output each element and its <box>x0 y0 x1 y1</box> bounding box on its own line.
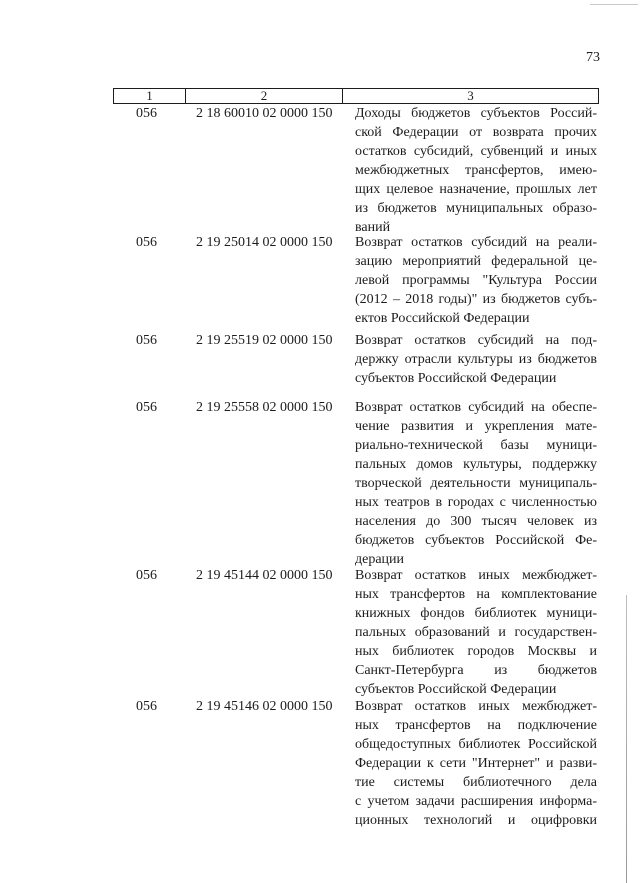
description-line: ных трансфертов на комплектование <box>355 587 597 602</box>
description-line: левой программы "Культура России <box>355 273 597 288</box>
description-line: Доходы бюджетов субъектов Россий- <box>355 106 597 121</box>
description-line: Возврат остатков иных межбюджет- <box>355 699 597 714</box>
description-line: субъектов Российской Федерации <box>355 682 557 697</box>
description-line: Возврат остатков субсидий на под- <box>355 333 597 348</box>
description-line: Санкт-Петербурга из бюджетов <box>355 663 597 678</box>
row-description <box>355 566 597 699</box>
description-line: общедоступных библиотек Российской <box>355 737 597 752</box>
description-line: творческой деятельности муниципаль- <box>355 476 597 491</box>
description-line: дерации <box>355 552 405 567</box>
description-line: держку отрасли культуры из бюджетов <box>355 352 597 367</box>
description-line: ектов Российской Федерации <box>355 311 530 326</box>
description-line: с учетом задачи расширения информа- <box>355 794 597 809</box>
description-line: ных библиотек городов Москвы и <box>355 644 597 659</box>
description-line: межбюджетных трансфертов, имею- <box>355 163 597 178</box>
scan-edge-line <box>626 595 627 883</box>
admin-code: 056 <box>136 699 157 714</box>
column-header-2: 2 <box>186 89 343 104</box>
description-line: (2012 – 2018 годы)" из бюджетов субъ- <box>355 292 597 307</box>
revenue-code: 2 18 60010 02 0000 150 <box>196 106 333 121</box>
admin-code: 056 <box>136 568 157 583</box>
description-line: Возврат остатков субсидий на реали- <box>355 235 597 250</box>
description-line: населения до 300 тысяч человек из <box>355 514 597 529</box>
description-line: из бюджетов муниципальных образо- <box>355 201 597 216</box>
row-description <box>355 697 597 830</box>
revenue-code: 2 19 25014 02 0000 150 <box>196 235 333 250</box>
description-line: пальных домов культуры, поддержку <box>355 457 597 472</box>
description-line: ваний <box>355 220 391 235</box>
admin-code: 056 <box>136 106 157 121</box>
description-line: ных театров в городах с численностью <box>355 495 597 510</box>
admin-code: 056 <box>136 400 157 415</box>
admin-code: 056 <box>136 333 157 348</box>
page-number: 73 <box>586 50 600 65</box>
description-line: Возврат остатков иных межбюджет- <box>355 568 597 583</box>
revenue-code: 2 19 45144 02 0000 150 <box>196 568 333 583</box>
column-header-row <box>114 89 599 104</box>
row-description <box>355 331 597 388</box>
description-line: книжных фондов библиотек муници- <box>355 606 597 621</box>
admin-code: 056 <box>136 235 157 250</box>
row-description <box>355 233 597 328</box>
description-line: ных трансфертов на подключение <box>355 718 597 733</box>
row-description <box>355 104 597 237</box>
description-line: щих целевое назначение, прошлых лет <box>355 182 597 197</box>
description-line: чение развития и укрепления мате- <box>355 419 597 434</box>
revenue-code: 2 19 25519 02 0000 150 <box>196 333 333 348</box>
description-line: остатков субсидий, субвенций и иных <box>355 144 597 159</box>
description-line: ционных технологий и оцифровки <box>355 813 597 828</box>
scan-corner-mark <box>590 4 638 5</box>
description-line: зацию мероприятий федеральной це- <box>355 254 597 269</box>
revenue-code: 2 19 25558 02 0000 150 <box>196 400 333 415</box>
description-line: тие системы библиотечного дела <box>355 775 597 790</box>
description-line: пальных образований и государствен- <box>355 625 597 640</box>
column-header-table <box>113 88 599 104</box>
description-line: Федерации к сети "Интернет" и разви- <box>355 756 597 771</box>
description-line: ской Федерации от возврата прочих <box>355 125 597 140</box>
description-line: риально-технической базы муници- <box>355 438 597 453</box>
row-description <box>355 398 597 569</box>
description-line: субъектов Российской Федерации <box>355 371 557 386</box>
column-header-3: 3 <box>343 89 599 104</box>
column-header-1: 1 <box>114 89 186 104</box>
description-line: Возврат остатков субсидий на обеспе- <box>355 400 597 415</box>
revenue-code: 2 19 45146 02 0000 150 <box>196 699 333 714</box>
description-line: бюджетов субъектов Российской Фе- <box>355 533 597 548</box>
